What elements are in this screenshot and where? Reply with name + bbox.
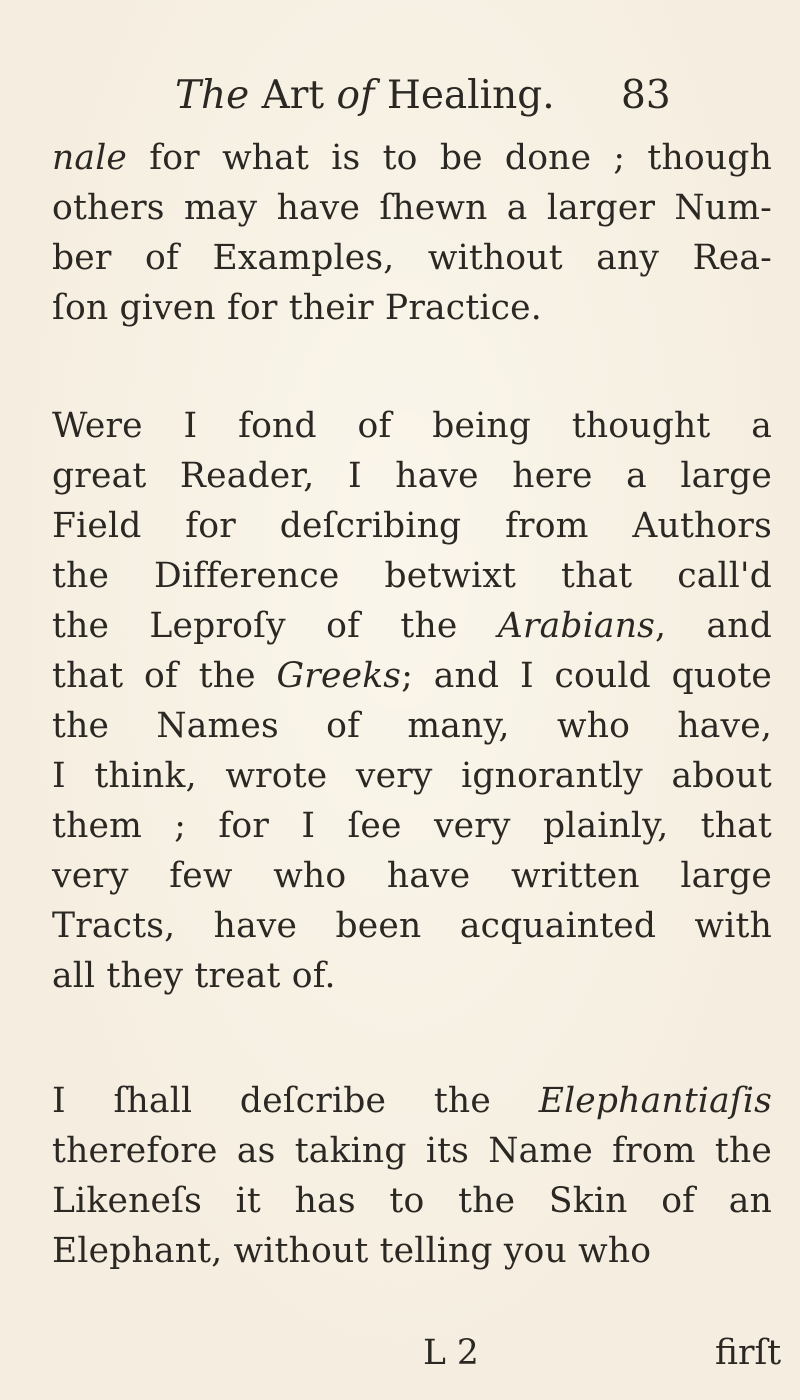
text-run: I think, wrote very ignorantly about bbox=[52, 756, 772, 796]
text-line bbox=[52, 650, 772, 702]
text-line bbox=[52, 900, 772, 952]
text-run: all they treat of. bbox=[52, 956, 336, 996]
text-run: the Leproſy of the bbox=[52, 606, 498, 646]
text-run: ber of Examples, without any Rea- bbox=[52, 238, 772, 278]
text-run: for what is to be done ; though bbox=[127, 138, 772, 178]
italic-text: nale bbox=[52, 138, 128, 178]
text-run: Elephant, without telling you who bbox=[52, 1231, 652, 1271]
text-run: , and bbox=[655, 606, 772, 646]
text-run: the Difference betwixt that call'd bbox=[52, 556, 772, 596]
text-run: Field for deſcribing from Authors bbox=[52, 506, 772, 546]
italic-text: Arabians bbox=[497, 606, 656, 646]
text-line bbox=[52, 700, 772, 752]
text-run: Tracts, have been acquainted with bbox=[52, 906, 772, 946]
text-line bbox=[52, 800, 772, 852]
text-run: them ; for I ſee very plainly, that bbox=[52, 806, 772, 846]
page-footer bbox=[0, 1327, 800, 1379]
text-run: that of the bbox=[52, 656, 277, 696]
text-line bbox=[52, 600, 772, 652]
text-run: Were I fond of being thought a bbox=[52, 406, 772, 446]
header-title-art: Art bbox=[261, 73, 325, 118]
text-line bbox=[52, 1225, 651, 1277]
text-line bbox=[52, 950, 336, 1002]
text-run: I ſhall deſcribe the bbox=[52, 1081, 539, 1121]
text-line bbox=[52, 282, 542, 334]
text-line bbox=[52, 1125, 772, 1177]
text-run: great Reader, I have here a large bbox=[52, 456, 772, 496]
text-line bbox=[52, 750, 772, 802]
catchword: firſt bbox=[715, 1333, 782, 1373]
header-title-healing: Healing. bbox=[386, 73, 555, 118]
header-title-of: of bbox=[336, 73, 375, 118]
text-line bbox=[52, 450, 772, 502]
italic-text: Greeks bbox=[276, 656, 402, 696]
text-run: therefore as taking its Name from the bbox=[52, 1131, 772, 1171]
text-run: ſon given for their Practice. bbox=[52, 288, 542, 328]
text-line bbox=[52, 500, 772, 552]
text-line bbox=[52, 232, 772, 284]
header-title-the: The bbox=[175, 73, 250, 118]
signature-mark: L 2 bbox=[423, 1333, 479, 1373]
text-run: very few who have written large bbox=[52, 856, 772, 896]
text-line bbox=[52, 1075, 772, 1127]
text-line bbox=[52, 132, 772, 184]
text-run: Likeneſs it has to the Skin of an bbox=[52, 1181, 772, 1221]
running-header bbox=[175, 66, 675, 126]
text-line bbox=[52, 850, 772, 902]
page-number: 83 bbox=[621, 73, 671, 118]
text-line bbox=[52, 550, 772, 602]
text-line bbox=[52, 1175, 772, 1227]
text-run: the Names of many, who have, bbox=[52, 706, 772, 746]
text-run: ; and I could quote bbox=[401, 656, 773, 696]
text-line bbox=[52, 400, 772, 452]
text-line bbox=[52, 182, 772, 234]
italic-text: Elephantiaſis bbox=[538, 1081, 772, 1121]
text-run: others may have ſhewn a larger Num- bbox=[52, 188, 772, 228]
